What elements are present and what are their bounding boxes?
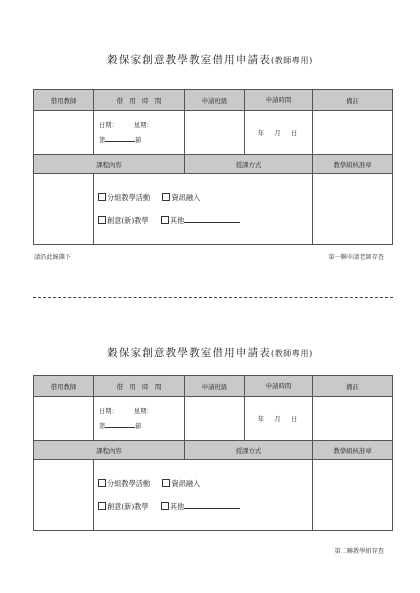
- option-label: 資訊融入: [171, 193, 201, 202]
- seal-field: [313, 174, 393, 245]
- checkbox-icon[interactable]: [98, 193, 106, 201]
- checkbox-icon[interactable]: [162, 479, 170, 487]
- option-it[interactable]: [162, 186, 200, 209]
- option-label: 其他: [169, 216, 185, 225]
- content-field[interactable]: [34, 460, 94, 531]
- header-content: 課程內容: [34, 155, 185, 174]
- cut-line-divider: [33, 297, 393, 298]
- checkbox-icon[interactable]: [98, 502, 106, 510]
- header-apply-time-label: 申請時間: [265, 382, 292, 390]
- other-blank[interactable]: [184, 502, 240, 509]
- period-blank[interactable]: [105, 421, 135, 428]
- header-period: 借 用 時 間: [94, 90, 185, 111]
- header-class: 申請班級: [185, 376, 245, 397]
- checkbox-icon[interactable]: [162, 193, 170, 201]
- option-label: 創意(新)教學: [107, 502, 149, 511]
- option-label: 分組教學活動: [107, 193, 151, 202]
- header-method: 授課方式: [185, 155, 313, 174]
- title-suffix: (教師專用): [270, 349, 313, 358]
- apply-date-field[interactable]: 年 月 日: [245, 397, 313, 441]
- header-apply-time-label: 申請時間: [265, 96, 292, 104]
- checkbox-icon[interactable]: [98, 479, 106, 487]
- period-field[interactable]: [94, 397, 185, 441]
- option-creative[interactable]: [98, 209, 149, 232]
- header-seal: 教學組核准章: [313, 155, 393, 174]
- header-apply-time: [245, 90, 313, 111]
- application-table: [33, 375, 393, 531]
- method-options: [94, 460, 313, 531]
- option-creative[interactable]: [98, 495, 149, 518]
- option-other[interactable]: [161, 209, 240, 232]
- form-title: [0, 52, 420, 67]
- weekday-label: 星期：: [133, 407, 153, 415]
- option-label: 創意(新)教學: [107, 216, 149, 225]
- tear-note: 請沿此線撕下: [34, 254, 72, 261]
- class-field[interactable]: [185, 111, 245, 155]
- period-prefix: 第: [99, 422, 106, 430]
- header-method: 授課方式: [185, 441, 313, 460]
- form-title: [0, 345, 420, 360]
- content-field[interactable]: [34, 174, 94, 245]
- header-class: 申請班級: [185, 90, 245, 111]
- option-group[interactable]: [98, 186, 150, 209]
- option-label: 其他: [169, 502, 185, 511]
- period-suffix: 節: [135, 136, 142, 144]
- period-blank[interactable]: [105, 135, 135, 142]
- header-remarks: 備註: [313, 90, 393, 111]
- checkbox-icon[interactable]: [98, 216, 106, 224]
- copy-note: 第二聯教學組存查: [334, 548, 384, 555]
- date-label: 日期：: [99, 407, 118, 415]
- method-options: [94, 174, 313, 245]
- weekday-label: 星期：: [133, 121, 153, 129]
- header-remarks: 備註: [313, 376, 393, 397]
- title-suffix: (教師專用): [270, 56, 313, 65]
- checkbox-icon[interactable]: [161, 502, 169, 510]
- copy-note: 第一聯申請老師存查: [328, 254, 384, 261]
- header-apply-time: [245, 376, 313, 397]
- option-label: 資訊融入: [171, 479, 201, 488]
- remarks-field[interactable]: [313, 397, 393, 441]
- option-other[interactable]: [161, 495, 240, 518]
- title-text: 穀保家創意教學教室借用申請表: [107, 347, 271, 359]
- header-teacher: 借用教師: [34, 90, 94, 111]
- checkbox-icon[interactable]: [161, 216, 169, 224]
- option-group[interactable]: [98, 472, 150, 495]
- period-suffix: 節: [135, 422, 142, 430]
- date-label: 日期：: [99, 121, 118, 129]
- option-it[interactable]: [162, 472, 200, 495]
- other-blank[interactable]: [184, 216, 240, 223]
- period-field[interactable]: [94, 111, 185, 155]
- seal-field: [313, 460, 393, 531]
- option-label: 分組教學活動: [107, 479, 151, 488]
- header-seal: 教學組核准章: [313, 441, 393, 460]
- period-prefix: 第: [99, 136, 106, 144]
- class-field[interactable]: [185, 397, 245, 441]
- remarks-field[interactable]: [313, 111, 393, 155]
- header-teacher: 借用教師: [34, 376, 94, 397]
- header-content: 課程內容: [34, 441, 185, 460]
- title-text: 穀保家創意教學教室借用申請表: [107, 54, 271, 66]
- apply-date-field[interactable]: 年 月 日: [245, 111, 313, 155]
- teacher-field[interactable]: [34, 111, 94, 155]
- application-table: [33, 89, 393, 245]
- header-period: 借 用 時 間: [94, 376, 185, 397]
- teacher-field[interactable]: [34, 397, 94, 441]
